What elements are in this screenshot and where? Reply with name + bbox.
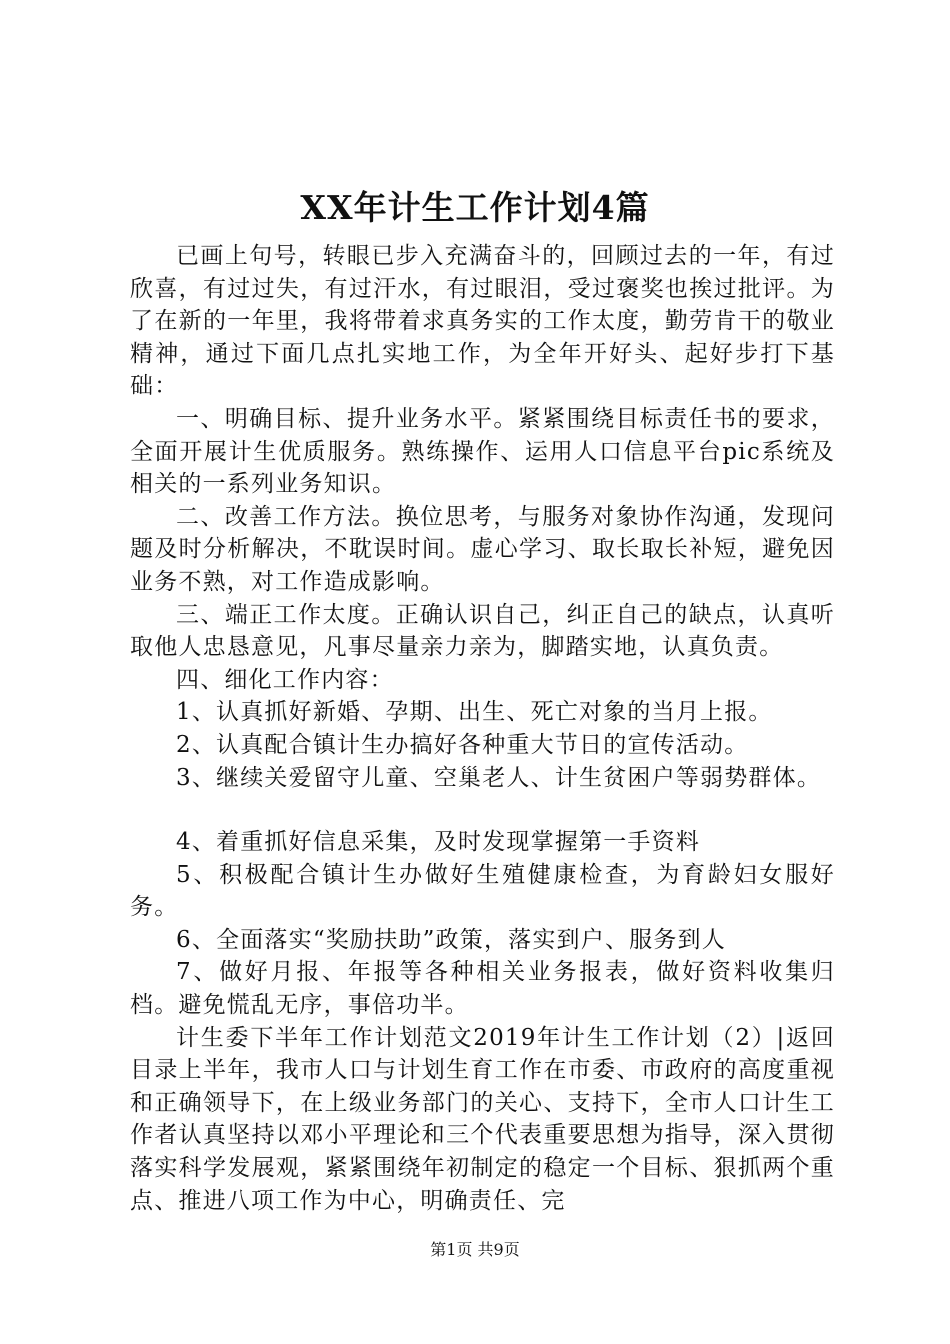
list-item-5: 5、积极配合镇计生办做好生殖健康检查，为育龄妇女服好务。 bbox=[130, 861, 835, 921]
paragraph-section-1: 一、明确目标、提升业务水平。紧紧围绕目标责任书的要求，全面开展计生优质服务。熟练操作、运用人口信息平台pic系统及相关的一系列业务知识。 bbox=[130, 405, 835, 498]
list-item-4: 4、着重抓好信息采集，及时发现掌握第一手资料 bbox=[176, 829, 701, 856]
document-body bbox=[130, 240, 835, 1217]
paragraph-plan-2: 计生委下半年工作计划范文2019年计生工作计划（2）|返回目录上半年，我市人口与计划生育工作在市委、市政府的高度重视和正确领导下，在上级业务部门的关心、支持下，全市人口计生工作者认真坚持以邓小平理论和三个代表重要思想为指导，深入贯彻落实科学发展观，紧紧围绕年初制定的稳定一个目标、狠抓两个重点、推进八项工作为中心，明确责任、完 bbox=[130, 1024, 835, 1214]
list-item-3: 3、继续关爱留守儿童、空巢老人、计生贫困户等弱势群体。 bbox=[176, 764, 822, 791]
list-item-7: 7、做好月报、年报等各种相关业务报表，做好资料收集归档。避免慌乱无序，事倍功半。 bbox=[130, 959, 835, 1019]
list-item-6: 6、全面落实“奖励扶助”政策，落实到户、服务到人 bbox=[176, 926, 726, 953]
paragraph-section-2: 二、改善工作方法。换位思考，与服务对象协作沟通，发现问题及时分析解决，不耽误时间。虚心学习、取长取长补短，避免因业务不熟，对工作造成影响。 bbox=[130, 503, 835, 595]
paragraph-section-3: 三、端正工作太度。正确认识自己，纠正自己的缺点，认真听取他人忠恳意见，凡事尽量亲力亲为，脚踏实地，认真负责。 bbox=[130, 601, 835, 661]
list-item-1: 1、认真抓好新婚、孕期、出生、死亡对象的当月上报。 bbox=[176, 699, 773, 726]
paragraph-section-4-heading: 四、细化工作内容： bbox=[176, 666, 394, 693]
list-item-2: 2、认真配合镇计生办搞好各种重大节日的宣传活动。 bbox=[176, 731, 749, 758]
document-title: XX年计生工作计划4篇 bbox=[300, 188, 650, 227]
page-footer: 第1页 共9页 bbox=[430, 1240, 520, 1259]
paragraph-intro: 已画上句号，转眼已步入充满奋斗的，回顾过去的一年，有过欣喜，有过过失，有过汗水，有过眼泪，受过褒奖也挨过批评。为了在新的一年里，我将带着求真务实的工作太度，勤劳肯干的敬业精神，通过下面几点扎实地工作，为全年开好头、起好步打下基础： bbox=[130, 243, 835, 400]
